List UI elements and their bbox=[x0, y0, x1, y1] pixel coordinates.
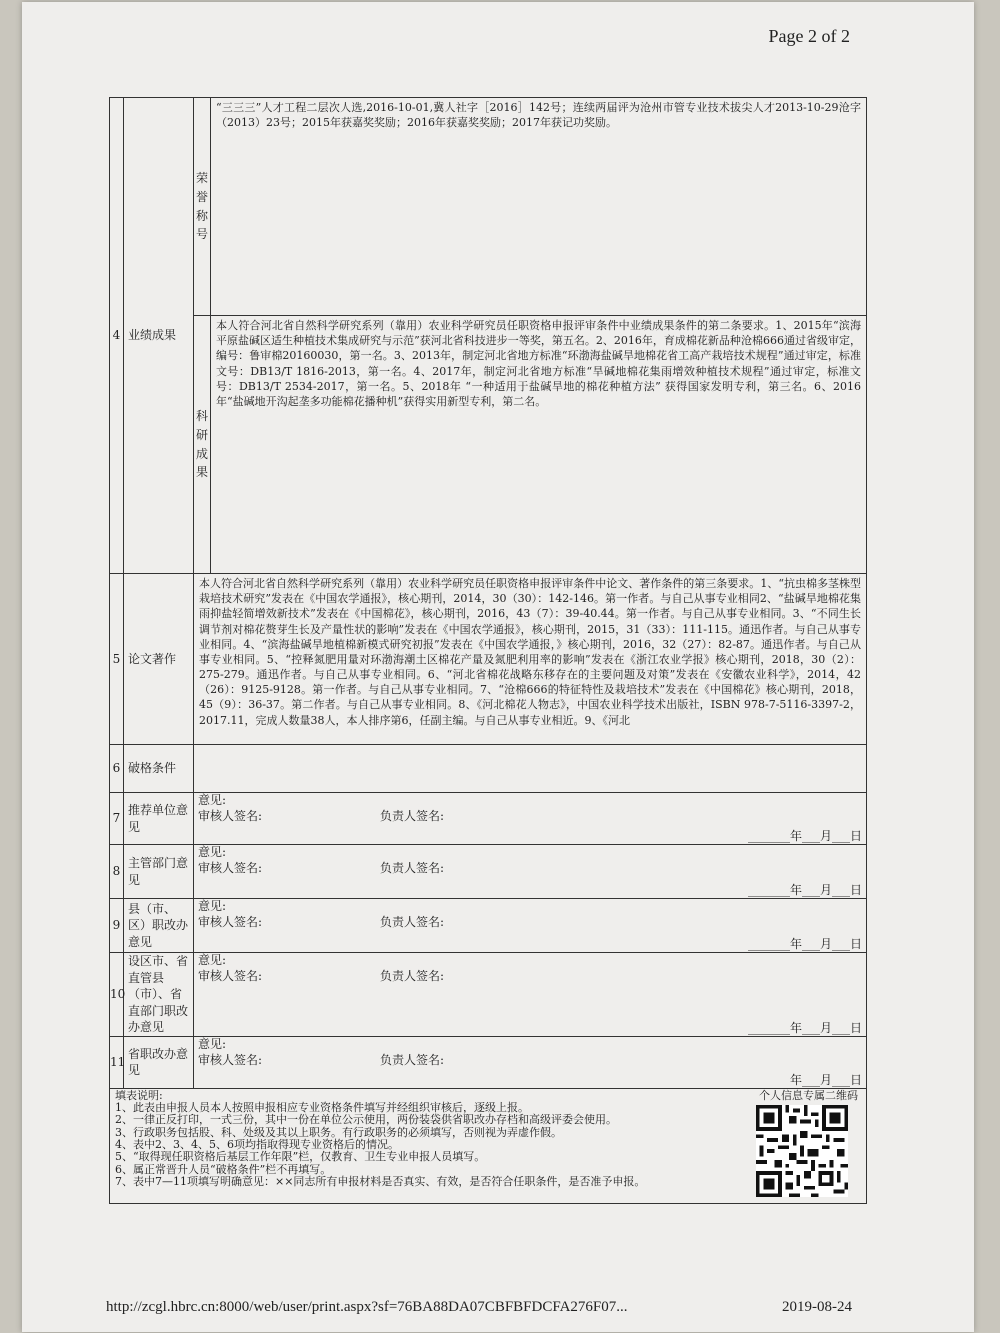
honors-sub-label: 荣 誉 称 号 bbox=[194, 98, 211, 316]
instruction-item: 4、表中2、3、4、5、6项均指取得现专业资格后的情况。 bbox=[115, 1137, 399, 1151]
row-achievements-research bbox=[110, 316, 867, 574]
row-label-break-rule: 破格条件 bbox=[124, 745, 194, 793]
instruction-item: 6、属正常晋升人员“破格条件”栏不再填写。 bbox=[115, 1162, 332, 1176]
reviewer-signature-label: 审核人签名: bbox=[198, 915, 263, 929]
instruction-item: 3、行政职务包括股、科、处级及其以上职务。有行政职务的必须填写，否则视为弄虚作假。 bbox=[115, 1125, 562, 1139]
row-opinion bbox=[110, 845, 867, 899]
print-url: http://zcgl.hbrc.cn:8000/web/user/print.aspx?sf=76BA88DA07CBFBFDCFA276F07... bbox=[106, 1299, 628, 1315]
responsible-signature-label: 负责人签名: bbox=[380, 1052, 445, 1067]
row-index: 5 bbox=[110, 574, 124, 745]
date-blank: 年___月___日 bbox=[789, 1072, 862, 1087]
application-form-table bbox=[109, 97, 867, 1204]
date-blank: _______年___月___日 bbox=[747, 883, 862, 897]
honors-content: “三三三”人才工程二层次人选,2016-10-01,冀人社字［2016］142号；连续两届评为沧州市管专业技术拔尖人才2013-10-29沧字（2013）23号；2015年获嘉奖奖励；2016年获嘉奖奖励；2017年获记功奖励。 bbox=[211, 98, 867, 316]
responsible-signature-label: 负责人签名: bbox=[380, 969, 445, 983]
row-opinion bbox=[110, 899, 867, 953]
row-index: 10 bbox=[110, 953, 124, 1037]
qr-code-icon bbox=[756, 1105, 848, 1197]
row-label-opinion: 推荐单位意见 bbox=[124, 793, 194, 845]
row-index: 11 bbox=[110, 1036, 124, 1088]
row-index: 7 bbox=[110, 793, 124, 845]
break-rule-content bbox=[194, 745, 867, 793]
responsible-signature-label: 负责人签名: bbox=[380, 809, 445, 823]
opinion-label: 意见: bbox=[198, 1036, 227, 1051]
row-achievements-honors bbox=[110, 98, 867, 316]
row-index: 9 bbox=[110, 899, 124, 953]
row-label-opinion: 省职改办意见 bbox=[124, 1036, 194, 1088]
row-papers bbox=[110, 574, 867, 745]
opinion-cell bbox=[194, 899, 867, 953]
row-index: 4 bbox=[110, 98, 124, 574]
row-index: 6 bbox=[110, 745, 124, 793]
date-blank: _______年___月___日 bbox=[747, 829, 862, 843]
instruction-item: 2、一律正反打印，一式三份，其中一份在单位公示使用，两份装袋供省职改办存档和高级评委会使用。 bbox=[115, 1113, 617, 1127]
row-label-papers: 论文著作 bbox=[124, 574, 194, 745]
row-opinion bbox=[110, 793, 867, 845]
instruction-item: 7、表中7—11项填写明确意见：××同志所有申报材料是否真实、有效，是否符合任职条件，是否准予申报。 bbox=[115, 1174, 646, 1188]
instructions-title: 填表说明: bbox=[115, 1088, 163, 1102]
responsible-signature-label: 负责人签名: bbox=[380, 861, 445, 875]
reviewer-signature-label: 审核人签名: bbox=[198, 969, 263, 983]
instruction-item: 5、“取得现任职资格后基层工作年限”栏，仅教育、卫生专业申报人员填写。 bbox=[115, 1150, 486, 1164]
row-opinion bbox=[110, 953, 867, 1037]
opinion-label: 意见: bbox=[198, 845, 227, 859]
row-label-opinion: 主管部门意见 bbox=[124, 845, 194, 899]
reviewer-signature-label: 审核人签名: bbox=[198, 861, 263, 875]
instruction-item: 1、此表由申报人员本人按照申报相应专业资格条件填写并经组织审核后，逐级上报。 bbox=[115, 1101, 529, 1115]
row-label-opinion: 设区市、省直管县（市）、省直部门职改办意见 bbox=[124, 953, 194, 1037]
row-break-rule bbox=[110, 745, 867, 793]
research-sub-label: 科 研 成 果 bbox=[194, 316, 211, 574]
row-opinion bbox=[110, 1036, 867, 1088]
instructions-cell bbox=[110, 1088, 867, 1203]
row-notes bbox=[110, 1088, 867, 1203]
date-blank: _______年___月___日 bbox=[747, 1020, 862, 1035]
opinion-label: 意见: bbox=[198, 899, 227, 913]
qr-code-label: 个人信息专属二维码 bbox=[759, 1088, 858, 1102]
responsible-signature-label: 负责人签名: bbox=[380, 915, 445, 929]
opinion-label: 意见: bbox=[198, 953, 227, 967]
opinion-cell bbox=[194, 845, 867, 899]
opinion-cell bbox=[194, 793, 867, 845]
opinion-cell bbox=[194, 1036, 867, 1088]
date-blank: _______年___月___日 bbox=[747, 937, 862, 951]
research-content: 本人符合河北省自然科学研究系列（靠用）农业科学研究员任职资格申报评审条件中业绩成果条件的第二条要求。1、2015年“滨海平原盐碱区适生种植技术集成研究与示范”获河北省科技进步一等奖，第五名。2、2016年，育成棉花新品种沧棉666通过省级审定，编号：鲁审棉20160030，第一名。3、2013年，制定河北省地方标准“环渤海盐碱旱地棉花省工高产栽培技术规程”通过审定，标准文号：DB13/T 1816-2013，第一名。4、2017年，制定河北省地方标准“旱碱地棉花集雨增效种植技术规程”通过审定，标准文号：DB13/T 2534-2017，第一名。5、2018年 “一种适用于盐碱旱地的棉花种植方法” 获得国家发明专利，第三名。6、2016年“盐碱地开沟起垄多功能棉花播种机”获得实用新型专利，第二名。 bbox=[211, 316, 867, 574]
reviewer-signature-label: 审核人签名: bbox=[198, 1052, 263, 1067]
reviewer-signature-label: 审核人签名: bbox=[198, 809, 263, 823]
print-date: 2019-08-24 bbox=[782, 1299, 852, 1315]
row-label-opinion: 县（市、区）职改办意见 bbox=[124, 899, 194, 953]
papers-content: 本人符合河北省自然科学研究系列（靠用）农业科学研究员任职资格申报评审条件中论文、著作条件的第三条要求。1、“抗虫棉多茎株型栽培技术研究”发表在《中国农学通报》，核心期刊，2014，30（30）：142-146。第一作者。与自己从事专业相同2、“盐碱旱地棉花集雨抑盐轻简增效新技术”发表在《中国棉花》，核心期刊，2016，43（7）：39-40.44。第一作者。与自己从事专业相同。3、“不同生长调节剂对棉花赘芽生长及产量性状的影响”发表在《中国农学通报》，核心期刊，2015，31（33）：111-115。通迅作者。与自己从事专业相同。4、“滨海盐碱旱地植棉新模式研究初报”发表在《中国农学通报，》核心期刊，2016，32（27）：82-87。通迅作者。与自己从事专业相同。5、“控释氮肥用量对环渤海潮土区棉花产量及氮肥利用率的影响”发表在《浙江农业学报》核心期刊，2018，30（2）：275-279。通迅作者。与自己从事专业相同。6、“河北省棉花战略东移存在的主要问题及对策”发表在《安徽农业科学》，2014，42（26）：9125-9128。第一作者。与自己从事专业相同。7、“沧棉666的特征特性及栽培技术”发表在《中国棉花》核心期刊，2018，45（9）：36-37。第二作者。与自己从事专业相同。8、《河北棉花人物志》，中国农业科学技术出版社，ISBN 978-7-5116-3397-2，2017.11，完成人数量38人，本人排序第6，任副主编。与自己从事专业相近。9、《河北 bbox=[194, 574, 867, 745]
row-label-achievements: 业绩成果 bbox=[124, 98, 194, 574]
opinion-label: 意见: bbox=[198, 793, 227, 807]
row-index: 8 bbox=[110, 845, 124, 899]
page-number: Page 2 of 2 bbox=[768, 26, 850, 46]
opinion-cell bbox=[194, 953, 867, 1037]
